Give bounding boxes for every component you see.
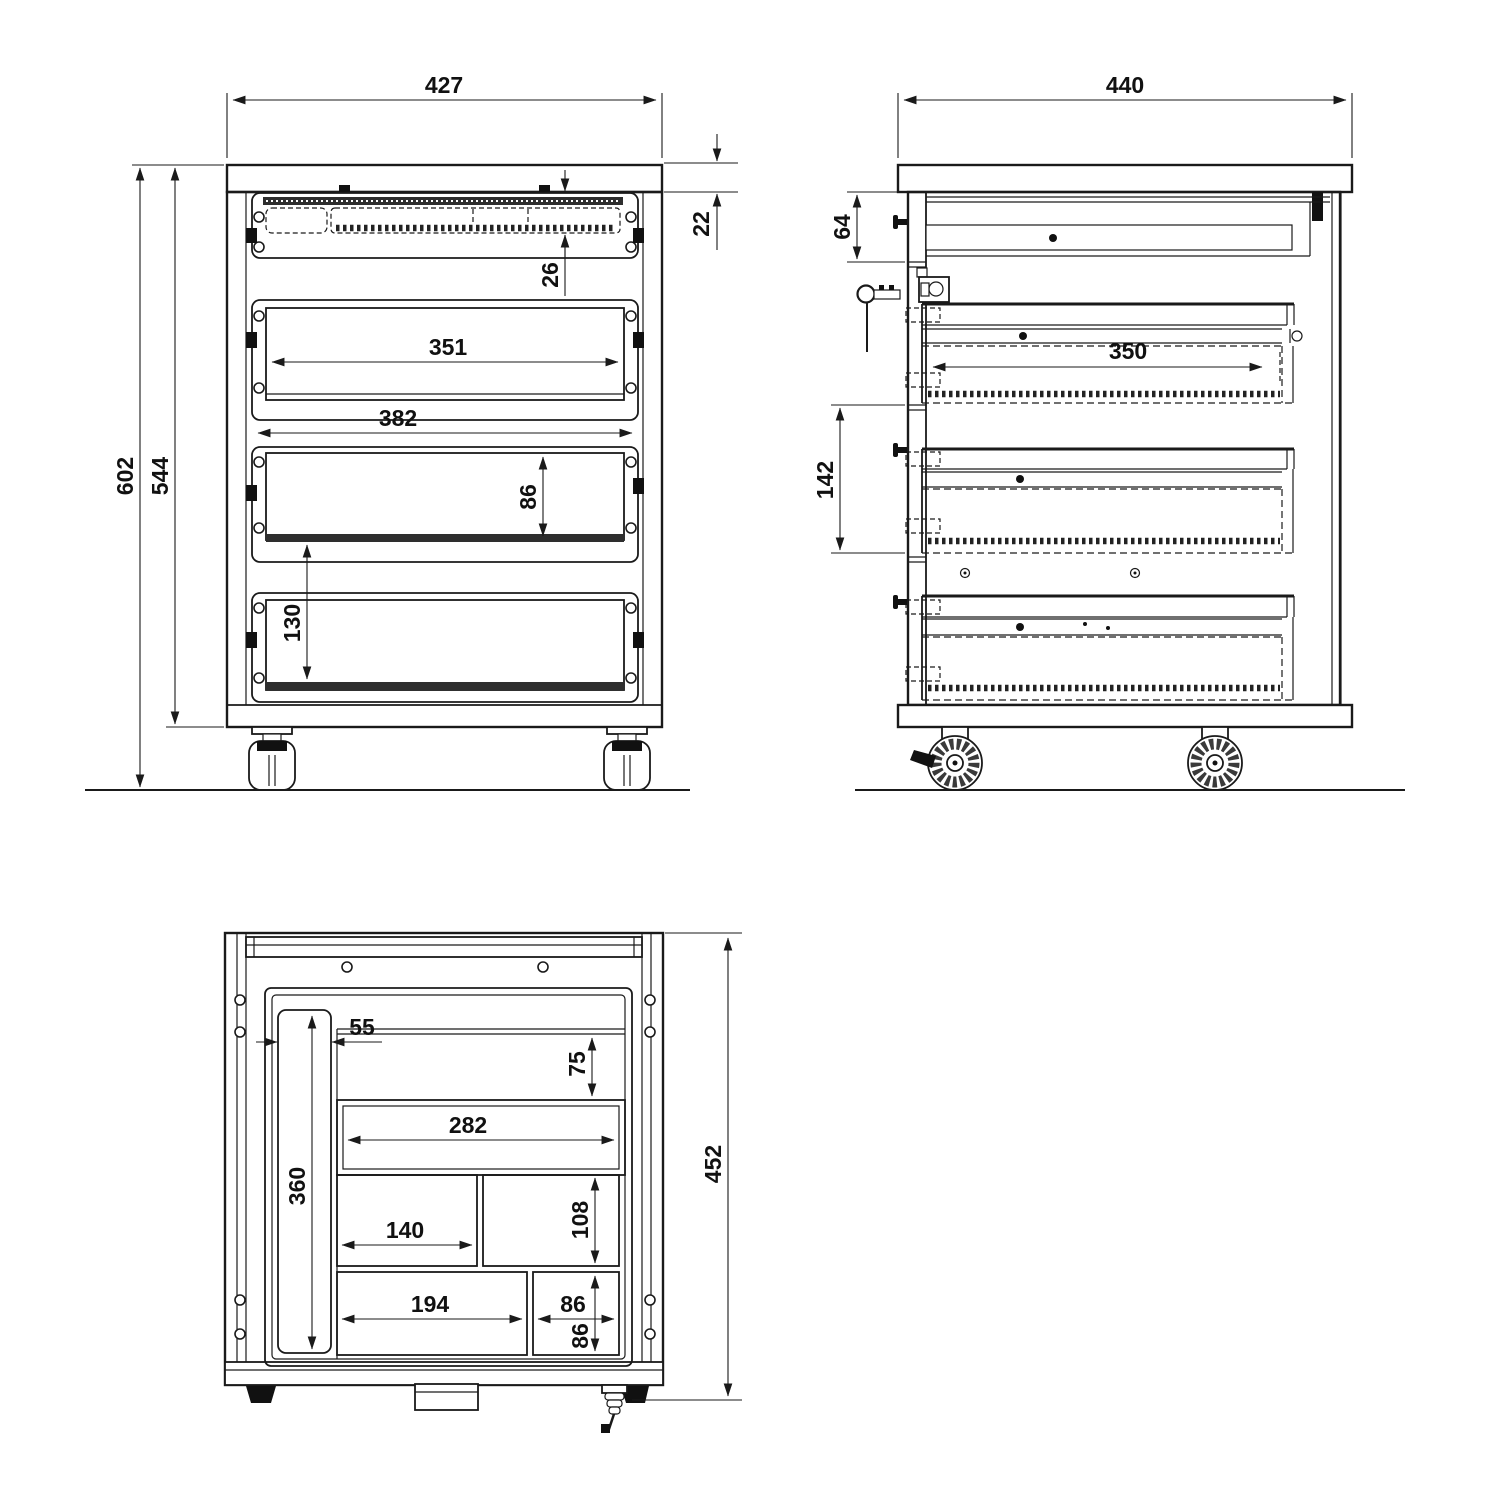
dimension-small-compartment-width <box>538 1291 614 1319</box>
dim-label: 86 <box>515 484 541 510</box>
dim-label: 282 <box>448 1112 488 1138</box>
dim-label: 602 <box>112 456 138 496</box>
clip-icon <box>539 185 550 192</box>
pencil-drawer-side <box>926 197 1330 256</box>
dim-label: 55 <box>349 1014 375 1040</box>
dim-label: 350 <box>1108 338 1148 364</box>
clip-icon <box>246 228 257 243</box>
caster-icon <box>1188 727 1242 790</box>
dim-label: 75 <box>564 1051 590 1077</box>
dim-label: 452 <box>700 1144 726 1184</box>
pen-compartment <box>266 208 327 233</box>
dim-label: 64 <box>829 214 855 240</box>
caster-icon <box>604 727 650 790</box>
drawer-side <box>906 449 1294 553</box>
lock-with-key-icon <box>601 1385 627 1433</box>
top-panel <box>898 165 1352 192</box>
drawer-side <box>906 596 1294 700</box>
dimension-opening-width <box>258 405 632 433</box>
drawer-slide <box>906 308 940 322</box>
side-view <box>812 72 1405 790</box>
dim-label: 440 <box>1105 72 1145 98</box>
handle-tab <box>415 1384 478 1410</box>
dim-label: 427 <box>424 72 464 98</box>
dim-label: 140 <box>385 1217 425 1243</box>
dim-label: 86 <box>567 1323 593 1349</box>
dimension-drawer-depth <box>933 338 1280 384</box>
dim-label: 382 <box>378 405 418 431</box>
top-panel <box>227 165 662 192</box>
dimension-overall-width <box>227 72 662 158</box>
dim-label: 130 <box>279 603 305 643</box>
drawer-slide <box>906 600 940 614</box>
dim-label: 351 <box>428 334 468 360</box>
dimension-large-compartment <box>348 1112 614 1140</box>
dim-label: 194 <box>410 1291 450 1317</box>
dim-label: 26 <box>537 262 563 288</box>
knob-icon <box>893 215 907 229</box>
dimension-mid-compartment <box>342 1217 472 1245</box>
key-icon <box>858 285 901 352</box>
drawer-opening <box>246 447 644 562</box>
clip-icon <box>339 185 350 192</box>
dimension-pen-slot-width <box>256 1014 382 1042</box>
lock-icon <box>917 268 949 302</box>
foot-pad-icon <box>246 1386 276 1403</box>
caster-icon <box>910 727 982 790</box>
dim-label: 360 <box>284 1166 310 1206</box>
clip-icon <box>633 228 644 243</box>
dimension-overall-depth <box>898 72 1352 158</box>
drawer-opening <box>246 593 644 702</box>
dim-label: 108 <box>567 1200 593 1240</box>
dim-label: 86 <box>560 1291 586 1317</box>
back-rail <box>246 937 642 957</box>
knob-icon <box>893 443 907 457</box>
drawer-slide <box>906 519 940 533</box>
carcass-plan <box>225 933 663 1385</box>
dimension-top-thickness <box>664 134 738 250</box>
drawer-slide <box>906 373 940 387</box>
drawer-opening <box>246 300 644 420</box>
drawer-slide <box>906 667 940 681</box>
top-view <box>225 933 742 1433</box>
dim-label: 22 <box>688 211 714 237</box>
dimension-bottom-compartment <box>342 1291 522 1319</box>
dimension-drawer-section <box>812 405 905 553</box>
dim-label: 544 <box>147 456 173 496</box>
compartment <box>483 1175 619 1266</box>
dimension-top-compartment <box>564 1038 592 1096</box>
drawer-front <box>266 600 624 690</box>
pencil-tray-opening <box>246 185 644 258</box>
dimension-pen-slot-length <box>284 1016 312 1349</box>
carcass <box>898 192 1352 727</box>
drawer-slide <box>906 452 940 466</box>
drawer-front <box>266 453 624 540</box>
dim-label: 142 <box>812 460 838 500</box>
dimension-side-compartment <box>567 1178 595 1263</box>
knob-icon <box>893 595 907 609</box>
dimension-carcass-height <box>147 168 224 727</box>
caster-icon <box>249 727 295 790</box>
drawer-side <box>906 304 1302 403</box>
front-view <box>85 72 738 790</box>
